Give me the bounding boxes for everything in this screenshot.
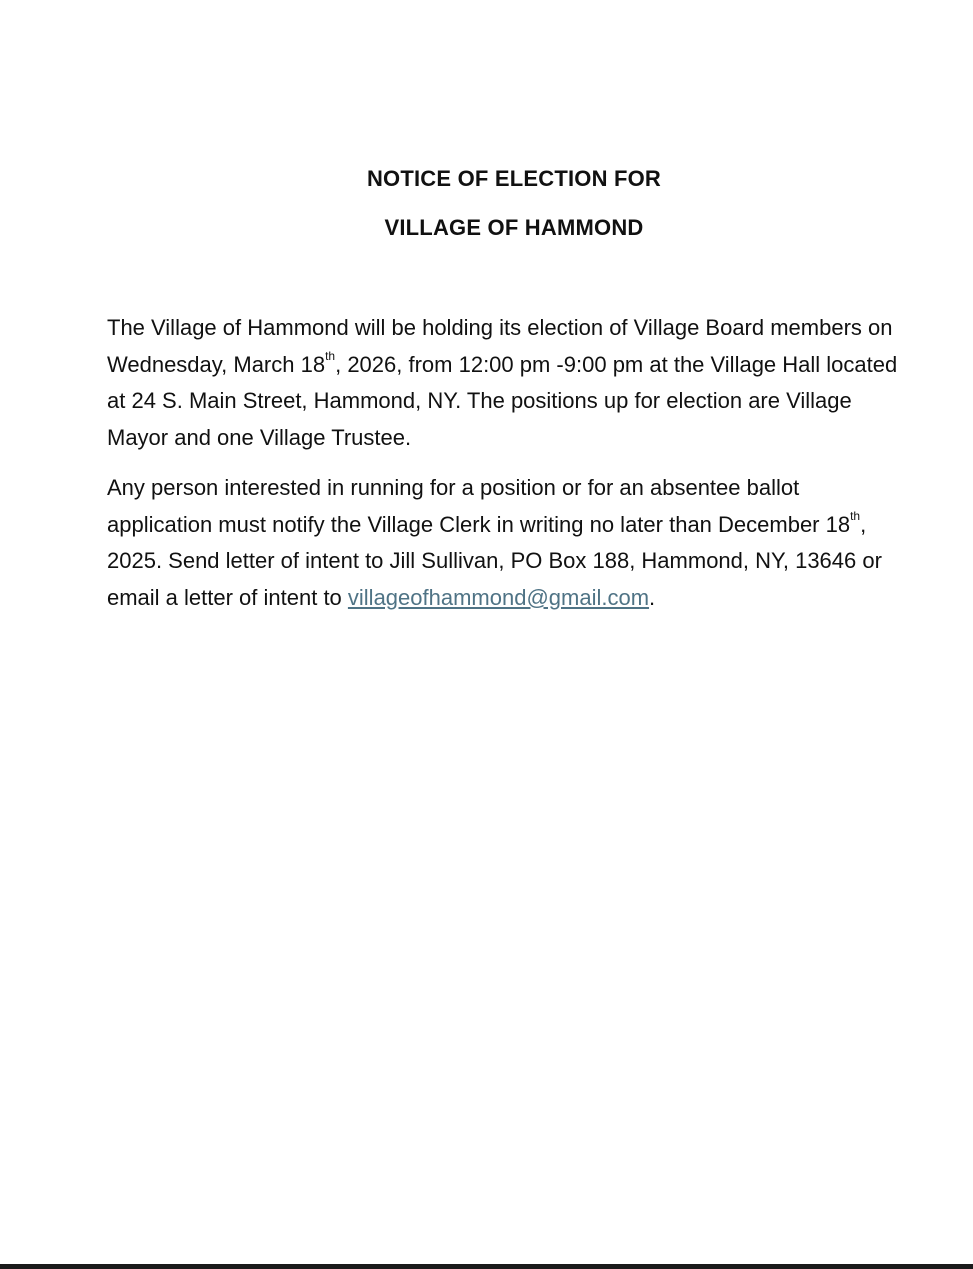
candidate-instructions-text-start: Any person interested in running for a position or for an absentee ballot application must notify the Village Clerk in writing no later than December 18: [107, 475, 851, 537]
candidate-instructions-text-end: .: [649, 584, 656, 610]
date-ordinal-suffix: th: [325, 349, 336, 364]
page-bottom-border: [0, 1264, 973, 1269]
notice-title-line-2: VILLAGE OF HAMMOND: [384, 215, 644, 240]
election-details-text-end: , 2026, from 12:00 pm -9:00 pm at the Village Hall located at 24 S. Main Street, Hammond, NY. The positions up for election are Village Mayor and one Village Trustee.: [107, 351, 898, 450]
email-link[interactable]: villageofhammond@gmail.com: [347, 584, 650, 610]
notice-title-line-1: NOTICE OF ELECTION FOR: [366, 166, 662, 191]
candidate-instructions-paragraph: [107, 470, 907, 616]
candidate-instructions-text-middle: , 2025. Send letter of intent to Jill Sullivan, PO Box 188, Hammond, NY, 13646 or email a letter of intent to: [107, 511, 882, 610]
election-details-text-start: The Village of Hammond will be holding its election of Village Board members on Wednesday, March 18: [107, 315, 893, 377]
election-details-paragraph: [107, 310, 907, 456]
deadline-ordinal-suffix: th: [850, 509, 861, 524]
